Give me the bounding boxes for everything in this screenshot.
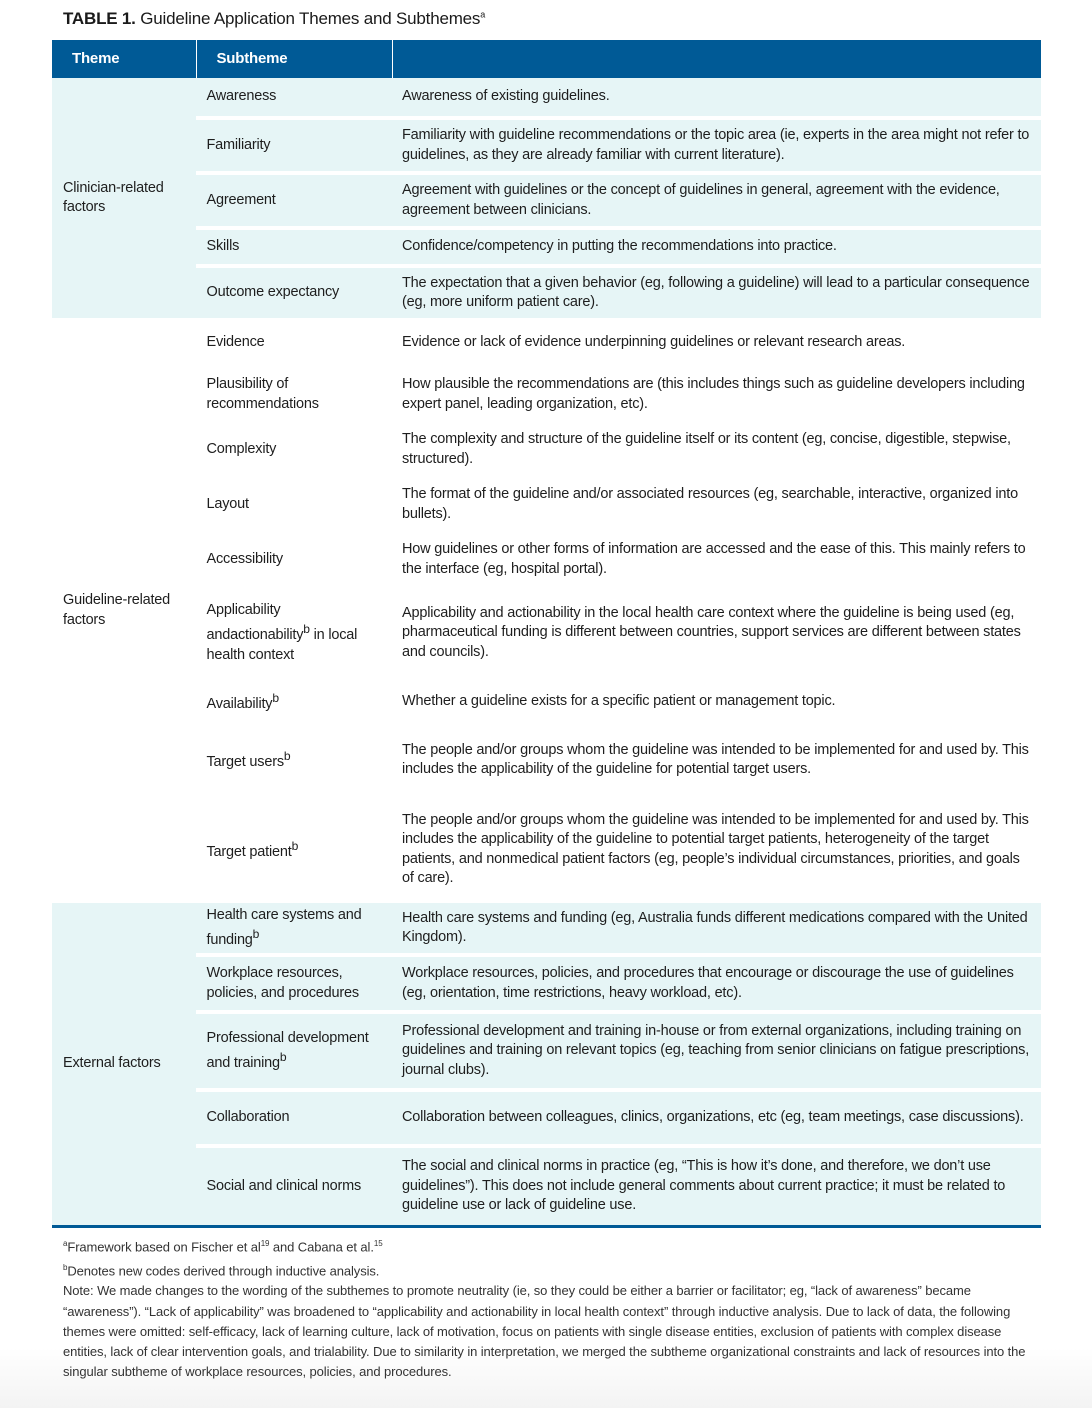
- subtheme-text: Applicability andactionability: [206, 601, 304, 644]
- subtheme-cell: [196, 1012, 392, 1090]
- group-external: [52, 903, 1041, 1225]
- footnote-b-text: Denotes new codes derived through inductive analysis.: [67, 1262, 380, 1278]
- footnote-a-ref-2: 15: [373, 1239, 383, 1248]
- header-description: [392, 40, 1041, 78]
- new-code-marker: b: [252, 927, 260, 942]
- description-cell: Health care systems and funding (eg, Australia funds different medications compared with the United Kingdom).: [392, 903, 1041, 955]
- table-row: [52, 422, 1041, 477]
- table-row: [52, 173, 1041, 228]
- new-code-marker: b: [279, 1050, 287, 1065]
- table-row: [52, 318, 1041, 367]
- new-code-marker: b: [303, 622, 310, 637]
- subtheme-cell: [196, 679, 392, 724]
- caption-footnote-marker: a: [480, 9, 486, 20]
- footnote-a-text-2: and Cabana et al.: [269, 1239, 374, 1255]
- description-cell: Collaboration between colleagues, clinics, organizations, etc (eg, team meetings, case discussions).: [392, 1090, 1041, 1146]
- description-cell: The people and/or groups whom the guideline was intended to be implemented for and used by. This includes the applicability of the guideline to potential target patients, heterogeneity of the target patients, and nonmedical patient factors (eg, people’s individual circumstances, priorities, and goals of care).: [392, 796, 1041, 903]
- description-cell: How plausible the recommendations are (this includes things such as guideline developers including expert panel, leading organization, etc).: [392, 367, 1041, 422]
- description-cell: Whether a guideline exists for a specific patient or management topic.: [392, 679, 1041, 724]
- table-row: [52, 477, 1041, 532]
- subtheme-cell: Social and clinical norms: [196, 1146, 392, 1225]
- theme-cell: External factors: [52, 903, 196, 1225]
- table-caption: [63, 9, 485, 29]
- subtheme-cell: Workplace resources, policies, and procedures: [196, 955, 392, 1012]
- table-row: [52, 118, 1041, 173]
- table-header-row: [52, 40, 1041, 78]
- description-cell: Familiarity with guideline recommendations or the topic area (ie, experts in the area might not refer to guidelines, as they are already familiar with current literature).: [392, 118, 1041, 173]
- table-row: [52, 679, 1041, 724]
- table-row: [52, 1146, 1041, 1225]
- subtheme-cell: [196, 796, 392, 903]
- theme-cell: Clinician-related factors: [52, 78, 196, 318]
- description-cell: Workplace resources, policies, and procedures that encourage or discourage the use of guidelines (eg, orientation, time restrictions, heavy workload, etc).: [392, 955, 1041, 1012]
- new-code-marker: b: [283, 749, 291, 764]
- subtheme-text-cont: in local health context: [206, 627, 358, 663]
- subtheme-cell: [196, 903, 392, 955]
- subtheme-text: Professional development and training: [206, 1029, 369, 1071]
- description-cell: The expectation that a given behavior (eg, following a guideline) will lead to a particular consequence (eg, more uniform patient care).: [392, 266, 1041, 318]
- footnote-a-ref-1: 19: [260, 1239, 270, 1248]
- subtheme-cell: [196, 587, 392, 679]
- subtheme-cell: [196, 724, 392, 796]
- table-row: [52, 367, 1041, 422]
- footnote-a-marker: a: [63, 1239, 68, 1248]
- subtheme-cell: Familiarity: [196, 118, 392, 173]
- footnote-a: [63, 1234, 1038, 1258]
- theme-cell: Guideline-related factors: [52, 318, 196, 903]
- subtheme-text: Target users: [206, 754, 284, 771]
- description-cell: Applicability and actionability in the local health care context where the guideline is being used (eg, pharmaceutical funding is different between countries, support services are different between states and councils).: [392, 587, 1041, 679]
- description-cell: Agreement with guidelines or the concept of guidelines in general, agreement with the evidence, agreement between clinicians.: [392, 173, 1041, 228]
- table-row: [52, 1090, 1041, 1146]
- footnote-b-marker: b: [63, 1262, 68, 1272]
- table-row: [52, 266, 1041, 318]
- subtheme-cell: Complexity: [196, 422, 392, 477]
- subtheme-cell: Evidence: [196, 318, 392, 367]
- group-guideline: [52, 318, 1041, 903]
- table-row: [52, 78, 1041, 118]
- themes-table: [52, 40, 1041, 1225]
- subtheme-cell: Layout: [196, 477, 392, 532]
- description-cell: The people and/or groups whom the guideline was intended to be implemented for and used by. This includes the applicability of the guideline for potential target users.: [392, 724, 1041, 796]
- table-row: [52, 955, 1041, 1012]
- description-cell: The social and clinical norms in practice (eg, “This is how it’s done, and therefore, we don’t use guidelines”). This does not include general comments about current practice; it must be related to guideline use or lack of guideline use.: [392, 1146, 1041, 1225]
- description-cell: How guidelines or other forms of information are accessed and the ease of this. This mainly refers to the interface (eg, hospital portal).: [392, 532, 1041, 587]
- description-cell: Confidence/competency in putting the recommendations into practice.: [392, 228, 1041, 266]
- subtheme-cell: Outcome expectancy: [196, 266, 392, 318]
- subtheme-cell: Skills: [196, 228, 392, 266]
- table-row: [52, 724, 1041, 796]
- description-cell: Evidence or lack of evidence underpinning guidelines or relevant research areas.: [392, 318, 1041, 367]
- group-clinician: [52, 78, 1041, 318]
- table-row: [52, 1012, 1041, 1090]
- subtheme-text: Availability: [206, 695, 273, 712]
- new-code-marker: b: [291, 838, 299, 853]
- subtheme-text: Target patient: [206, 843, 292, 860]
- table-footnotes: [63, 1234, 1038, 1383]
- subtheme-cell: Collaboration: [196, 1090, 392, 1146]
- subtheme-cell: Awareness: [196, 78, 392, 118]
- table-title: Guideline Application Themes and Subthemes: [135, 9, 481, 28]
- table-label: TABLE 1.: [63, 9, 136, 28]
- subtheme-cell: Plausibility of recommendations: [196, 367, 392, 422]
- header-subtheme: Subtheme: [196, 40, 392, 78]
- subtheme-cell: Agreement: [196, 173, 392, 228]
- footnote-note: Note: We made changes to the wording of the subthemes to promote neutrality (ie, so they could be either a barrier or facilitator; eg, “lack of awareness” became “awareness”). “Lack of applicability” was broadened to “applicability and actionability in local health context” through inductive analysis. Due to lack of data, the following themes were omitted: self-efficacy, lack of learning culture, lack of motivation, focus on patients with single disease entities, exclusion of patients with complex disease entities, lack of clear intervention goals, and trialability. Due to similarity in interpretation, we merged the subtheme organizational constraints and lack of resources into the singular subtheme of workplace resources, policies, and procedures.: [63, 1283, 1026, 1380]
- table-row: [52, 903, 1041, 955]
- table-row: [52, 228, 1041, 266]
- subtheme-text: Health care systems and funding: [206, 906, 362, 948]
- description-cell: The format of the guideline and/or associated resources (eg, searchable, interactive, organized into bullets).: [392, 477, 1041, 532]
- new-code-marker: b: [272, 690, 279, 705]
- description-cell: Awareness of existing guidelines.: [392, 78, 1041, 118]
- table-row: [52, 796, 1041, 903]
- description-cell: Professional development and training in-house or from external organizations, including training on guidelines and training on relevant topics (eg, teaching from senior clinicians on fatigue prescriptions, journal clubs).: [392, 1012, 1041, 1090]
- header-theme: Theme: [52, 40, 196, 78]
- table-row: [52, 532, 1041, 587]
- table-bottom-rule: [52, 1225, 1041, 1228]
- table-row: [52, 587, 1041, 679]
- footnote-a-text: Framework based on Fischer et al: [67, 1239, 261, 1255]
- subtheme-cell: Accessibility: [196, 532, 392, 587]
- footnote-b: [63, 1258, 1038, 1282]
- description-cell: The complexity and structure of the guideline itself or its content (eg, concise, digestible, stepwise, structured).: [392, 422, 1041, 477]
